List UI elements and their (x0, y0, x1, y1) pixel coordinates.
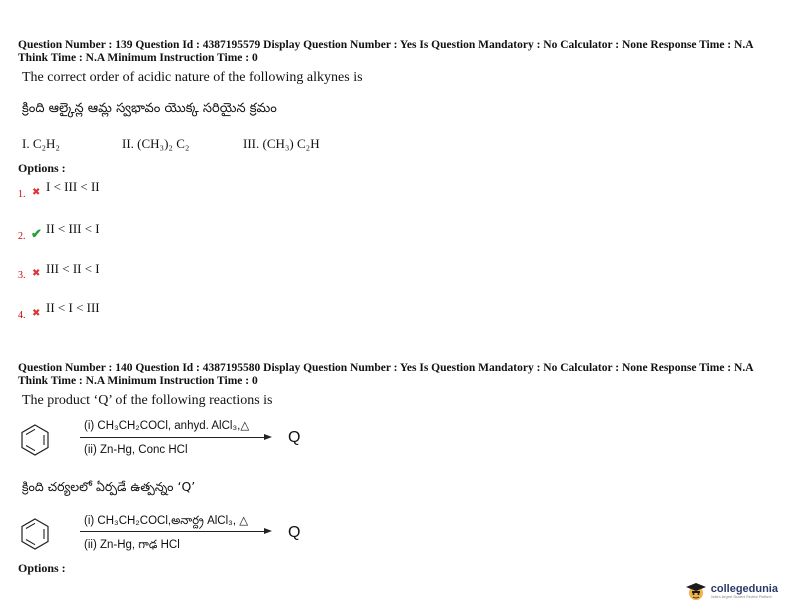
q139-question-te: క్రింది ఆల్కైన్ల ఆమ్ల స్వభావం యొక్క సరియైన క్రమం (22, 101, 277, 116)
q140-header: Question Number : 140 Question Id : 4387195580 Display Question Number : Yes Is Question Mandatory : No Calculator : None Response Time : N.A Think Time : N.A Minimum Instruction Time : 0 (18, 362, 753, 387)
q140-question-te: క్రింది చర్యలలో ఏర్పడే ఉత్పన్నం ‘Q’ (22, 479, 196, 494)
q140-options-label: Options : (18, 561, 66, 575)
arrow-head-icon (264, 434, 272, 440)
cross-icon: ✖ (32, 308, 41, 319)
logo-name: collegedunia (710, 583, 778, 595)
option-number: 4. (18, 310, 26, 321)
reaction1-reagent-bottom: (ii) Zn-Hg, Conc HCl (84, 444, 188, 456)
q139-options-label: Options : (18, 161, 66, 175)
check-icon: ✔ (31, 226, 42, 241)
option-text: II < I < III (46, 300, 100, 315)
option-number: 1. (18, 189, 26, 200)
compound-3: III. (CH₃) C₂H (243, 136, 320, 151)
product-q: Q (288, 429, 301, 446)
collegedunia-logo (684, 580, 778, 602)
cross-icon: ✖ (32, 187, 41, 198)
option-number: 2. (18, 231, 26, 242)
benzene-ring-icon (20, 517, 50, 551)
logo-tagline: India's largest Student Review Platform (710, 595, 772, 599)
compound-2: II. (CH₃)₂ C₂ (122, 136, 190, 151)
benzene-ring-icon (20, 423, 50, 457)
graduate-cap-icon (684, 580, 708, 602)
q139-question-en: The correct order of acidic nature of the following alkynes is (22, 70, 363, 85)
reaction1-reagent-top: (i) CH₃CH₂COCl, anhyd. AlCl₃,△ (84, 420, 250, 432)
option-text: I < III < II (46, 179, 100, 194)
reaction-arrow (80, 531, 264, 532)
cross-icon: ✖ (32, 268, 41, 279)
reaction2-reagent-bottom: (ii) Zn-Hg, గాఢ HCl (84, 539, 180, 551)
option-text: II < III < I (46, 221, 100, 236)
q140-question-en: The product ‘Q’ of the following reactions is (22, 393, 273, 408)
compound-1: I. C₂H₂ (22, 136, 60, 151)
product-q: Q (288, 524, 301, 541)
option-text: III < II < I (46, 261, 100, 276)
reaction2-reagent-top: (i) CH₃CH₂COCl,అనార్ద్ర AlCl₃, △ (84, 515, 249, 527)
q139-header: Question Number : 139 Question Id : 4387195579 Display Question Number : Yes Is Question Mandatory : No Calculator : None Response Time : N.A Think Time : N.A Minimum Instruction Time : 0 (18, 39, 753, 64)
option-number: 3. (18, 270, 26, 281)
reaction-arrow (80, 437, 264, 438)
arrow-head-icon (264, 528, 272, 534)
